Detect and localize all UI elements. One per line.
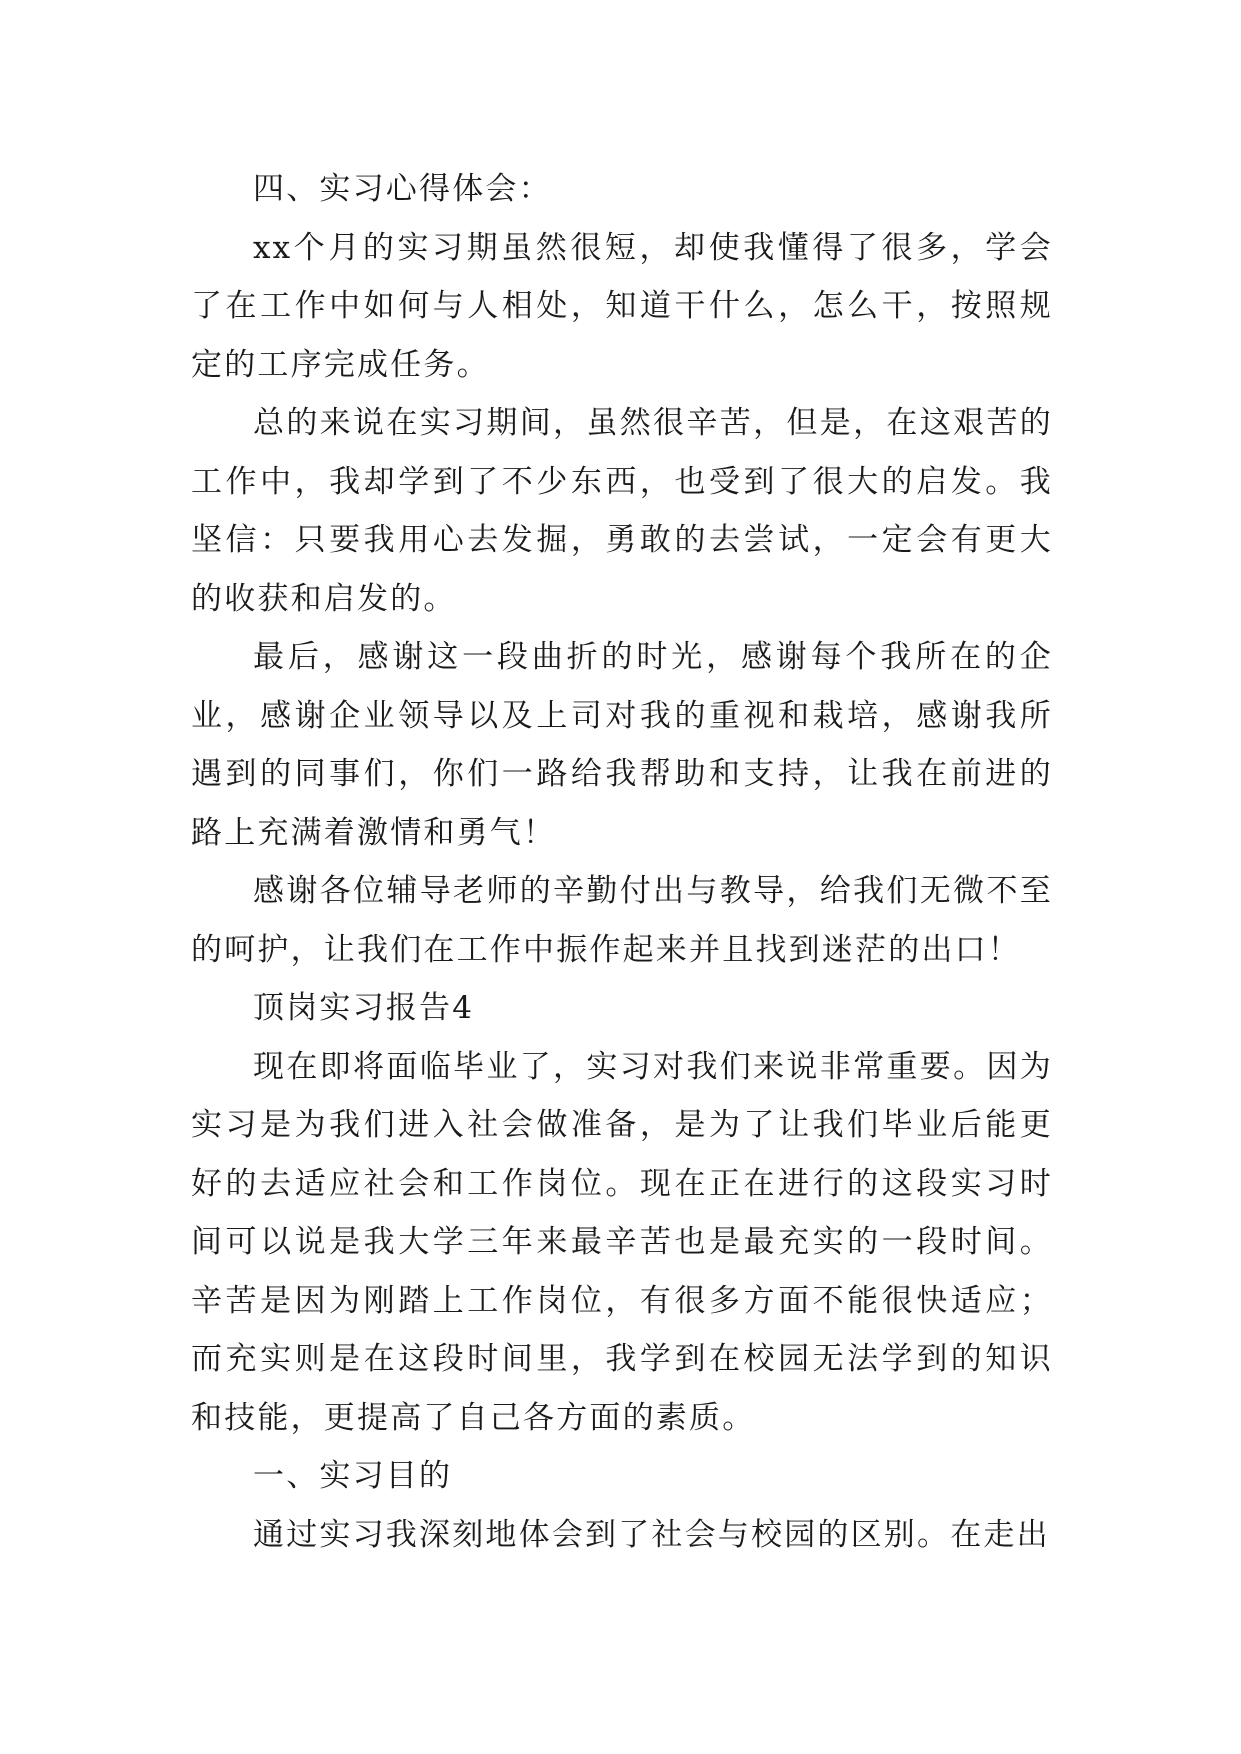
body-paragraph: 最后，感谢这一段曲折的时光，感谢每个我所在的企业，感谢企业领导以及上司对我的重视和栽培，感谢我所遇到的同事们，你们一路给我帮助和支持，让我在前进的路上充满着激情和勇气！ [191,639,1053,851]
section-heading-insights: 四、实习心得体会： [253,171,552,207]
body-paragraph: 感谢各位辅导老师的辛勤付出与教导，给我们无微不至的呵护，让我们在工作中振作起来并且找到迷茫的出口！ [191,873,1053,968]
body-paragraph: 总的来说在实习期间，虽然很辛苦，但是，在这艰苦的工作中，我却学到了不少东西，也受到了很大的启发。我坚信：只要我用心去发掘，勇敢的去尝试，一定会有更大的收获和启发的。 [191,405,1053,617]
section-heading-purpose: 一、实习目的 [253,1458,453,1494]
body-paragraph: 通过实习我深刻地体会到了社会与校园的区别。在走出 [253,1516,1050,1553]
document-body [191,160,1053,1564]
body-paragraph: xx个月的实习期虽然很短，却使我懂得了很多，学会了在工作中如何与人相处，知道干什么，怎么干，按照规定的工序完成任务。 [191,229,1053,383]
report-title: 顶岗实习报告4 [253,990,475,1026]
body-paragraph: 现在即将面临毕业了，实习对我们来说非常重要。因为实习是为我们进入社会做准备，是为了让我们毕业后能更好的去适应社会和工作岗位。现在正在进行的这段实习时间可以说是我大学三年来最辛苦也是最充实的一段时间。辛苦是因为刚踏上工作岗位，有很多方面不能很快适应；而充实则是在这段时间里，我学到在校园无法学到的知识和技能，更提高了自己各方面的素质。 [191,1048,1053,1436]
